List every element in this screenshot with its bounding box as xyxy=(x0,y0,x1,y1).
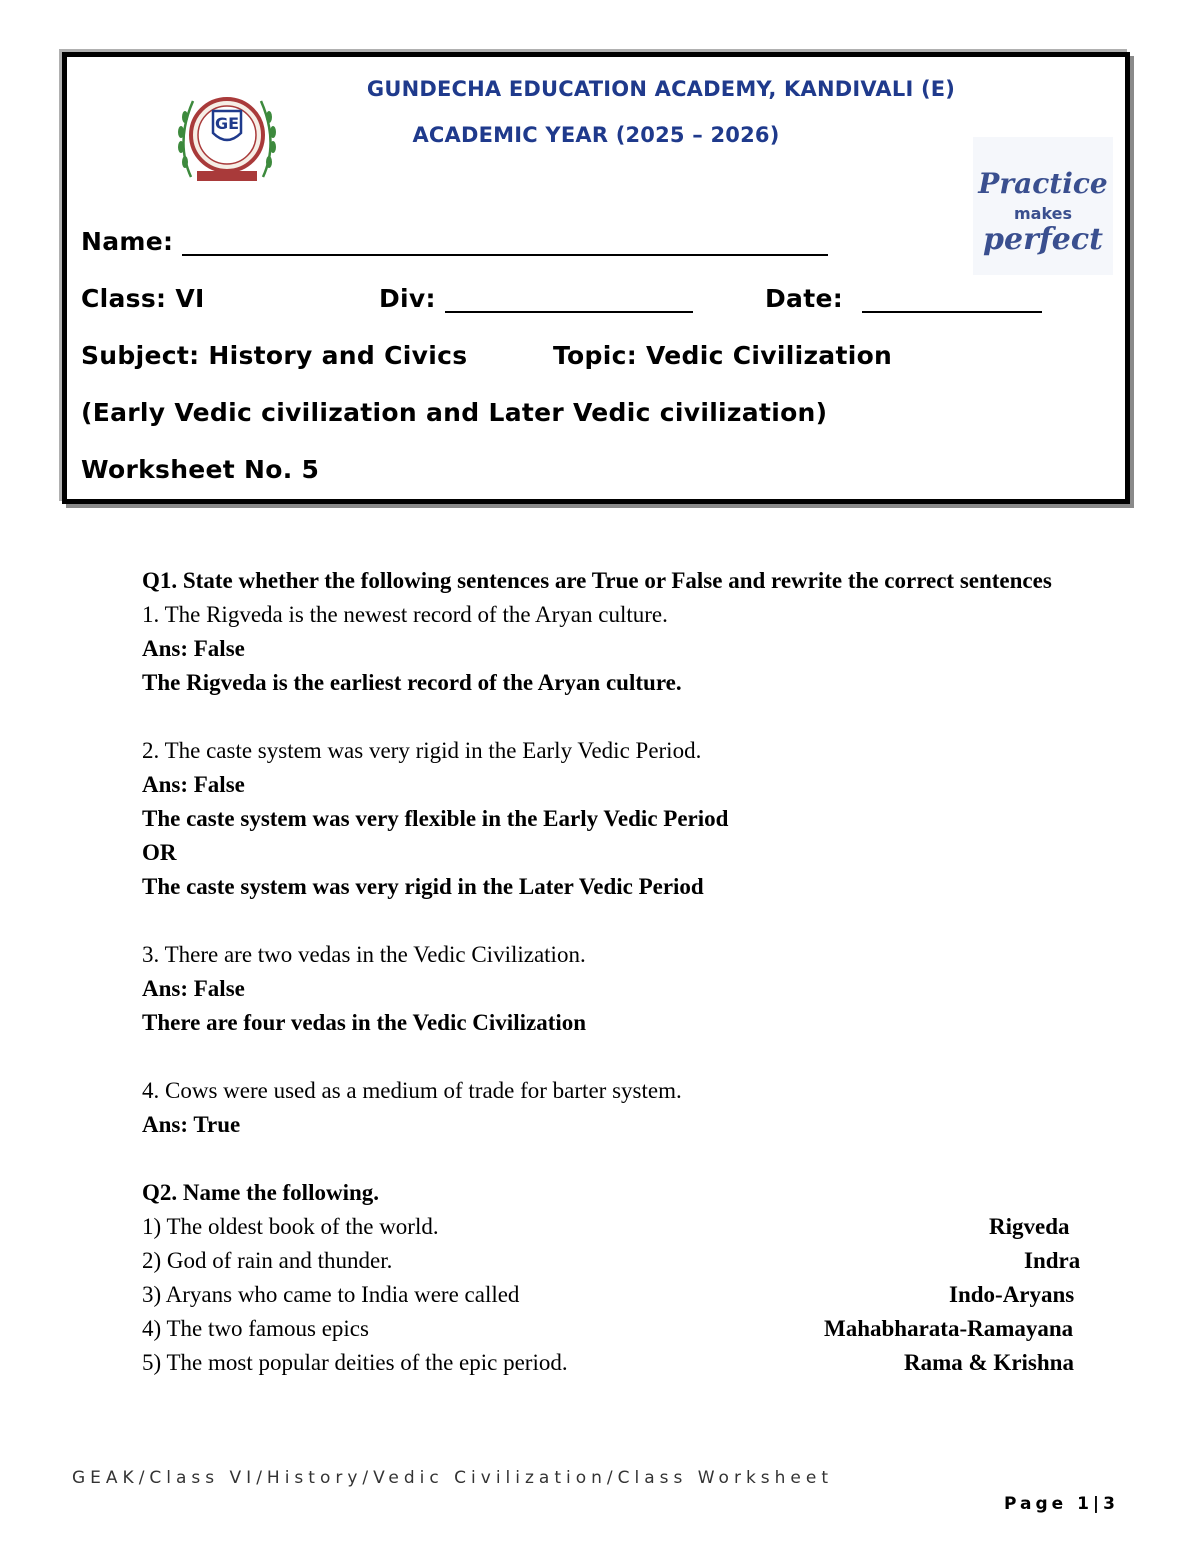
logo-text: GE xyxy=(214,114,240,133)
practice-line2: makes xyxy=(1013,204,1073,223)
worksheet-content xyxy=(142,564,1132,1380)
q1-item2-correction2: The caste system was very rigid in the Later Vedic Period xyxy=(142,874,704,899)
q1-item2-answer: Ans: False xyxy=(142,772,245,797)
q2-item1-question: 1) The oldest book of the world. xyxy=(142,1214,439,1239)
q2-item5-answer: Rama & Krishna xyxy=(904,1350,1074,1375)
q1-item1-question: 1. The Rigveda is the newest record of the Aryan culture. xyxy=(142,602,668,627)
date-blank[interactable] xyxy=(862,311,1042,313)
q2-item4-answer: Mahabharata-Ramayana xyxy=(824,1316,1074,1341)
q2-item5-question: 5) The most popular deities of the epic period. xyxy=(142,1350,568,1375)
q2-item4-question: 4) The two famous epics xyxy=(142,1316,369,1341)
page-number: Page 1|3 xyxy=(1004,1494,1119,1514)
subject-label: Subject: History and Civics xyxy=(81,341,468,370)
footer-path: GEAK/Class VI/History/Vedic Civilization/Class Worksheet xyxy=(72,1468,834,1488)
q2-item2-question: 2) God of rain and thunder. xyxy=(142,1248,393,1273)
q1-item3-answer: Ans: False xyxy=(142,976,245,1001)
q1-item4-question: 4. Cows were used as a medium of trade for barter system. xyxy=(142,1078,682,1103)
practice-makes-perfect-badge xyxy=(973,137,1113,275)
q2-item3-answer: Indo-Aryans xyxy=(949,1282,1075,1307)
q1-item2-or: OR xyxy=(142,840,177,865)
q1-item1-answer: Ans: False xyxy=(142,636,245,661)
q1-item3-question: 3. There are two vedas in the Vedic Civilization. xyxy=(142,942,586,967)
q2-item3 xyxy=(142,1278,1132,1312)
q2-item1 xyxy=(142,1210,1132,1244)
school-name: GUNDECHA EDUCATION ACADEMY, KANDIVALI (E) xyxy=(366,77,956,101)
q1-title: Q1. State whether the following sentences are True or False and rewrite the correct sentences xyxy=(142,568,1052,593)
q2-item2 xyxy=(142,1244,1132,1278)
class-label: Class: VI xyxy=(81,284,205,313)
q2-item2-answer: Indra xyxy=(1024,1248,1081,1273)
worksheet-number: Worksheet No. 5 xyxy=(81,455,320,484)
q2-item3-question: 3) Aryans who came to India were called xyxy=(142,1282,520,1307)
div-label: Div: xyxy=(379,284,436,313)
topic-label: Topic: Vedic Civilization xyxy=(553,341,893,370)
practice-line1: Practice xyxy=(978,167,1108,200)
worksheet-header xyxy=(62,52,1130,504)
div-row xyxy=(379,284,693,313)
q1-item2-question: 2. The caste system was very rigid in the Early Vedic Period. xyxy=(142,738,702,763)
subtitle: (Early Vedic civilization and Later Vedic civilization) xyxy=(81,398,828,427)
date-label: Date: xyxy=(765,284,844,313)
subject-row xyxy=(81,341,467,370)
q2-item4 xyxy=(142,1312,1132,1346)
class-row xyxy=(81,284,205,313)
q2-item5 xyxy=(142,1346,1132,1380)
name-row xyxy=(81,227,828,256)
academic-year: ACADEMIC YEAR (2025 – 2026) xyxy=(412,123,780,147)
q1-item2-correction: The caste system was very flexible in the Early Vedic Period xyxy=(142,806,729,831)
name-label: Name: xyxy=(81,227,174,256)
practice-line3: perfect xyxy=(983,222,1103,257)
q1-item3-correction: There are four vedas in the Vedic Civilization xyxy=(142,1010,587,1035)
topic-row xyxy=(553,341,892,370)
name-blank[interactable] xyxy=(182,254,828,256)
q1-item1-correction: The Rigveda is the earliest record of the Aryan culture. xyxy=(142,670,682,695)
q2-item1-answer: Rigveda xyxy=(989,1214,1070,1239)
q1-item4-answer: Ans: True xyxy=(142,1112,241,1137)
div-blank[interactable] xyxy=(445,311,693,313)
school-logo xyxy=(173,87,281,187)
q2-title: Q2. Name the following. xyxy=(142,1180,380,1205)
date-row xyxy=(765,284,1042,313)
